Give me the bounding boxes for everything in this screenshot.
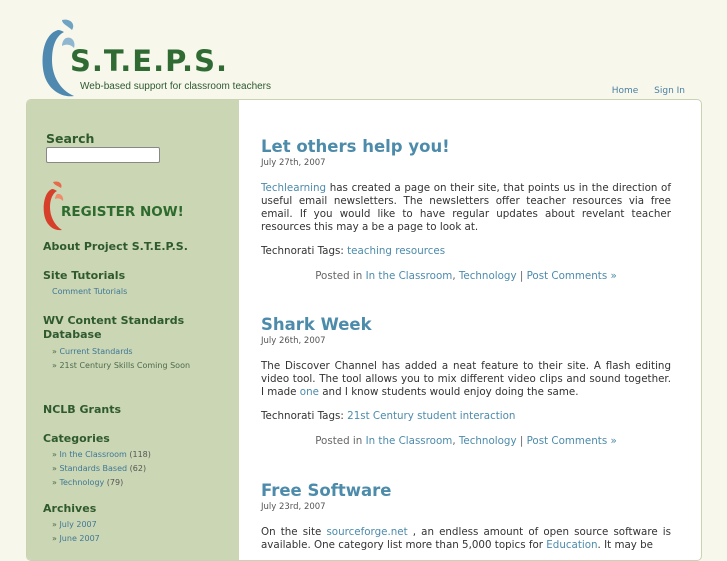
list-item[interactable]: » In the Classroom (118) [52, 450, 151, 459]
list-item[interactable]: » July 2007 [52, 520, 97, 529]
posted-in-label: Posted in [315, 435, 366, 447]
list-item: » 21st Century Skills Coming Soon [52, 361, 191, 370]
comment-tutorials-link[interactable]: Comment Tutorials [52, 287, 128, 296]
post-title-link[interactable]: Shark Week [261, 315, 372, 334]
standards-heading: WV Content Standards Database [43, 314, 185, 341]
site-tagline: Web-based support for classroom teachers [80, 81, 272, 92]
post [261, 315, 671, 447]
posted-in-label: Posted in [315, 270, 366, 282]
post-body [261, 182, 671, 234]
category-link[interactable]: In the Classroom [365, 435, 453, 447]
post-tags [261, 245, 671, 257]
top-nav [599, 86, 685, 96]
post [261, 481, 671, 552]
post-title-link[interactable]: Free Software [261, 481, 392, 500]
categories-list [52, 448, 151, 490]
category-standards-based[interactable]: Standards Based [59, 464, 128, 473]
category-technology[interactable]: Technology [59, 478, 105, 487]
nclb-grants-link[interactable]: NCLB Grants [43, 403, 122, 416]
register-now-link[interactable]: REGISTER NOW! [61, 204, 184, 220]
list-item[interactable]: » June 2007 [52, 534, 100, 543]
post-meta [261, 435, 671, 447]
post-title [261, 137, 671, 156]
current-standards-link[interactable]: Current Standards [59, 347, 133, 356]
site-header [0, 0, 727, 100]
post-title-link[interactable]: Let others help you! [261, 137, 450, 156]
post-title [261, 315, 671, 334]
post-tags [261, 410, 671, 422]
archive-june-2007[interactable]: June 2007 [59, 534, 100, 543]
education-link[interactable]: Education [546, 539, 598, 551]
meta-separator: | [516, 270, 527, 282]
post [261, 137, 671, 282]
list-item[interactable]: » Technology (79) [52, 478, 124, 487]
meta-separator: | [516, 435, 527, 447]
archives-list [52, 518, 100, 546]
post-text: , an endless amount of open source software is available. One category list more than 5,000 topics for [261, 526, 671, 551]
post-text: and I know students would enjoy doing the same. [318, 386, 579, 398]
post-body [261, 360, 671, 399]
category-link[interactable]: Technology [458, 435, 517, 447]
meta-separator: , [452, 270, 459, 282]
category-in-the-classroom[interactable]: In the Classroom [59, 450, 127, 459]
archives-heading: Archives [43, 502, 97, 515]
techlearning-link[interactable]: Techlearning [261, 182, 327, 194]
sourceforge-link[interactable]: sourceforge.net [326, 526, 408, 538]
skills-coming-soon: 21st Century Skills Coming Soon [59, 361, 191, 370]
about-link[interactable]: About Project S.T.E.P.S. [43, 240, 188, 253]
one-link[interactable]: one [299, 386, 319, 398]
list-item[interactable] [52, 285, 127, 299]
standards-section [43, 314, 203, 373]
category-link[interactable]: In the Classroom [365, 270, 453, 282]
category-count: (62) [129, 464, 147, 473]
category-count: (118) [129, 450, 151, 459]
post-comments-link[interactable]: Post Comments » [526, 435, 617, 447]
post-date: July 26th, 2007 [261, 336, 326, 346]
meta-separator: , [452, 435, 459, 447]
nav-sign-in-link[interactable]: Sign In [654, 86, 685, 96]
post-text: has created a page on their site, that points us in the direction of useful email newsletters. The newsletters offer teacher resources via free email. If you would like to have regular updates about revelant teacher resources this may a be a page to look at. [261, 182, 671, 233]
tag-link[interactable]: teaching resources [347, 245, 446, 257]
tutorials-heading: Site Tutorials [43, 269, 126, 282]
category-count: (79) [106, 478, 124, 487]
page-frame [26, 99, 702, 561]
post-text: . It may be [597, 539, 654, 551]
archive-july-2007[interactable]: July 2007 [59, 520, 97, 529]
tags-label: Technorati Tags: [261, 245, 348, 257]
list-item[interactable]: » Standards Based (62) [52, 464, 147, 473]
archives-section [43, 502, 100, 546]
categories-heading: Categories [43, 432, 110, 445]
search-label: Search [46, 131, 95, 146]
post-text: The Discover Channel has added a neat feature to their site. A flash editing video tool. The tool allows you to mix different video clips and sound together. I made [261, 360, 671, 398]
search-input[interactable] [46, 147, 160, 163]
post-date: July 27th, 2007 [261, 158, 326, 168]
list-item[interactable]: » Current Standards [52, 347, 133, 356]
standards-list [52, 345, 203, 373]
tutorials-list [52, 285, 127, 299]
site-logo-text[interactable]: S.T.E.P.S. [70, 44, 228, 78]
post-meta [261, 270, 671, 282]
category-link[interactable]: Technology [458, 270, 517, 282]
tags-label: Technorati Tags: [261, 410, 348, 422]
tutorials-section [43, 269, 127, 299]
nav-home-link[interactable]: Home [611, 86, 639, 96]
post-comments-link[interactable]: Post Comments » [526, 270, 617, 282]
categories-section [43, 432, 151, 490]
post-title [261, 481, 671, 500]
post-date: July 23rd, 2007 [261, 502, 326, 512]
tag-link[interactable]: 21st Century student interaction [347, 410, 516, 422]
post-body [261, 526, 671, 552]
sidebar [27, 100, 239, 560]
post-text: On the site [261, 526, 327, 538]
